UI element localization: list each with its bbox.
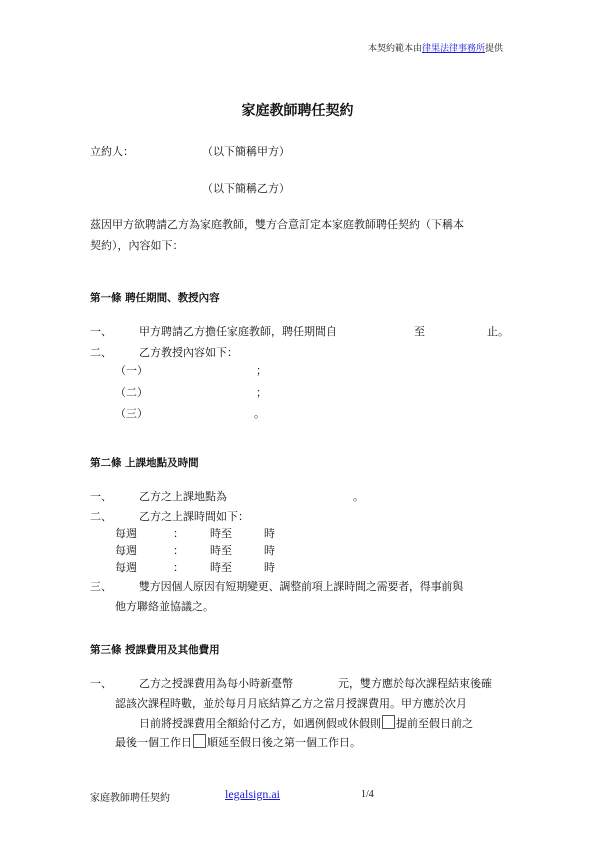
law-firm-link[interactable]: 律果法律事務所 (421, 44, 485, 54)
blank-box-2[interactable] (193, 734, 206, 748)
article-3-item-1-line-2: 認該次課程時數，並於每月月底結算乙方之當月授課費用。甲方應於次月 (115, 697, 467, 710)
schedule-1-to: 時 (264, 527, 275, 540)
page-header (368, 41, 503, 54)
sub-item-2-end: ； (256, 386, 267, 399)
article-3-item-1-line-1a: 乙方之授課費用為每小時新臺幣 (139, 677, 293, 690)
schedule-3-day: 每週 (115, 561, 137, 574)
header-prefix: 本契約範本由 (367, 44, 422, 54)
sub-item-3-end: 。 (254, 407, 265, 420)
article-1-item-2-num: 二、 (90, 346, 112, 359)
schedule-2-from: 時至 (210, 544, 232, 557)
article-2-heading: 第二條 上課地點及時間 (90, 457, 199, 469)
article-3-item-1-line-3a: 日前將授課費用全額給付乙方，如遇例假或休假則 (139, 717, 381, 730)
sub-item-1-end: ； (256, 364, 267, 377)
sub-item-3-label: （三） (115, 407, 148, 420)
schedule-1-day: 每週 (115, 527, 137, 540)
article-2-item-1-num: 一、 (90, 490, 112, 503)
footer-title: 家庭教師聘任契約 (90, 793, 170, 804)
article-3-item-1-line-1b: 元，雙方應於每次課程結束後確 (338, 677, 492, 690)
article-3-item-1-line-3b: 提前至假日前之 (396, 717, 473, 730)
schedule-2-day: 每週 (115, 544, 137, 557)
sub-item-2-label: （二） (115, 386, 148, 399)
footer-link[interactable]: legalsign.ai (225, 787, 280, 801)
article-2-item-2-text: 乙方之上課時間如下： (139, 510, 249, 523)
article-1-item-1-mid: 至 (414, 325, 425, 338)
article-3-item-1-line-3 (139, 715, 473, 731)
article-1-item-1-end: 止。 (487, 325, 509, 338)
schedule-1-from: 時至 (210, 527, 232, 540)
page-number: 1/4 (361, 789, 374, 800)
header-suffix: 提供 (484, 44, 503, 54)
schedule-3-from: 時至 (210, 561, 232, 574)
blank-box-1[interactable] (382, 715, 395, 729)
parties-label: 立約人： (90, 145, 134, 158)
article-2-item-3-line-2: 他方聯絡並協議之。 (115, 600, 214, 613)
schedule-2-colon: ： (173, 544, 184, 557)
preamble-line-2: 契約），內容如下： (90, 239, 184, 252)
article-3-item-1-line-4a: 最後一個工作日 (115, 736, 192, 749)
schedule-1-colon: ： (173, 527, 184, 540)
document-title: 家庭教師聘任契約 (241, 103, 354, 119)
schedule-2-to: 時 (264, 544, 275, 557)
article-1-item-1-num: 一、 (90, 325, 112, 338)
article-2-item-1-text: 乙方之上課地點為 (139, 490, 227, 503)
preamble-line-1: 茲因甲方欲聘請乙方為家庭教師，雙方合意訂定本家庭教師聘任契約（下稱本 (90, 218, 464, 231)
article-3-item-1-num: 一、 (90, 677, 112, 690)
party-a-note: （以下簡稱甲方） (202, 145, 290, 158)
schedule-3-to: 時 (264, 561, 275, 574)
article-2-item-2-num: 二、 (90, 510, 112, 523)
sub-item-1-label: （一） (115, 364, 148, 377)
article-2-item-3-line-1: 雙方因個人原因有短期變更、調整前項上課時間之需要者，得事前與 (139, 580, 463, 593)
article-3-heading: 第三條 授課費用及其他費用 (90, 644, 220, 656)
article-2-item-1-end: 。 (353, 490, 364, 503)
article-2-item-3-num: 三、 (90, 580, 112, 593)
article-1-item-1-text: 甲方聘請乙方擔任家庭教師，聘任期間自 (139, 325, 337, 338)
article-3-item-1-line-4b: 順延至假日後之第一個工作日。 (207, 736, 361, 749)
article-3-item-1-line-4 (115, 734, 361, 750)
party-b-note: （以下簡稱乙方） (202, 182, 290, 195)
article-1-heading: 第一條 聘任期間、教授內容 (90, 292, 220, 304)
schedule-3-colon: ： (173, 561, 184, 574)
article-1-item-2-text: 乙方教授內容如下： (139, 346, 238, 359)
